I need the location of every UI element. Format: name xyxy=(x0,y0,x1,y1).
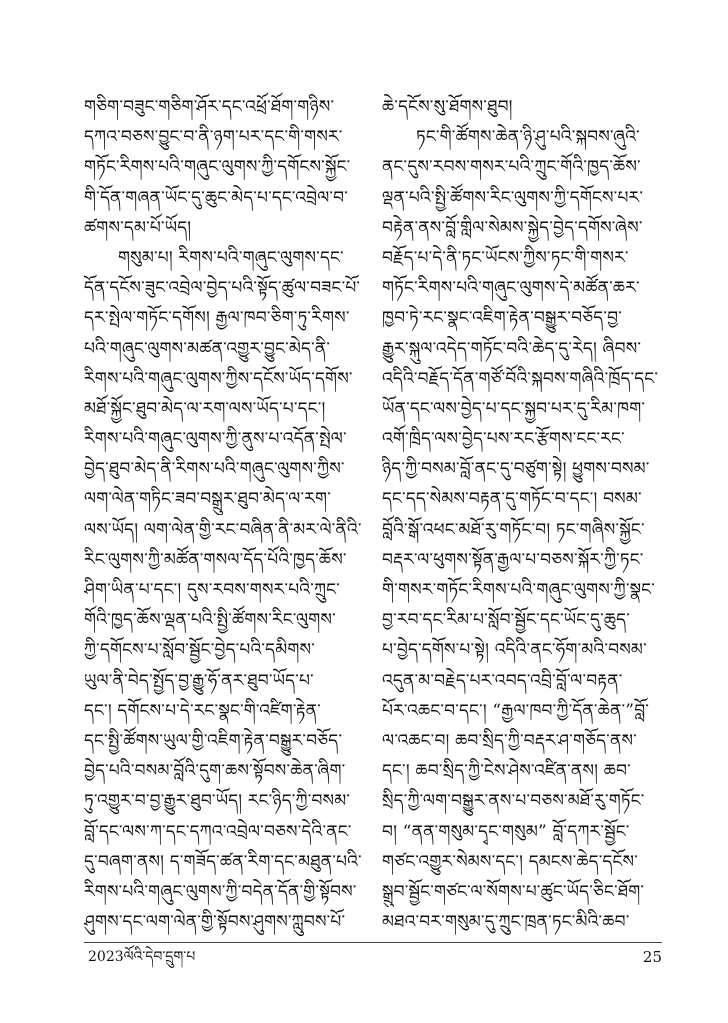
text-line: ལག་ལེན་གཏིང་ཟབ་བསྒྲུར་ཐུབ་མེད་ལ་རག་ xyxy=(84,489,331,510)
text-line: གི་གསར་གཏོང་རིགས་པའི་གཞུང་ལུགས་ཀྱི་སྣང་ xyxy=(382,580,656,600)
text-line: གཙང་འགྱུར་སེམས་དང་། དམངས་ཆེད་དངོས་ xyxy=(382,851,638,872)
footer-divider xyxy=(84,942,662,943)
right-column xyxy=(382,92,662,937)
text-line: དུ་བཞག་ནས། ད་གཟོད་ཚན་རིག་དང་མཐུན་པའི་ xyxy=(84,851,362,872)
text-line: བརྟེན་ནས་བློ་གླིལ་སེམས་སྐྱེད་བྱེད་དགོས་ཞེས་ xyxy=(382,217,643,238)
text-line: བྱེད་པའི་བསམ་བློའི་དུག་ཆས་སྟོབས་ཆེན་ཞིག་ xyxy=(84,761,346,782)
text-line: སྒྲུབ་སྦྱོང་གཙང་ལ་སོགས་པ་ཚུང་ཡོད་ཅིང་ཐོག་ xyxy=(382,881,645,902)
text-line: བྱེད་ཐུབ་མེད་ནི་རིགས་པའི་གཞུང་ལུགས་ཀྱིས་ xyxy=(84,459,345,480)
text-line: ཡུལ་ནི་བེད་སྤྱོད་བྱ་རྒྱུ་ཧོ་ནར་ཐུབ་ཡོད་པ་ xyxy=(84,670,314,691)
text-line: པ་བྱེད་དགོས་པ་སྟེ། འདིའི་ནང་ཧོག་མའི་བསམ་ xyxy=(382,640,647,661)
text-line: གོའི་ཁྱད་ཆོས་ལྡན་པའི་སྤྱི་ཚོགས་རིང་ལུགས་ xyxy=(84,610,336,631)
page-number: 25 xyxy=(642,948,662,966)
text-line: ཚགས་དམ་པོ་ཡོད། xyxy=(84,217,192,238)
text-line: ནང་དུས་རབས་གསར་པའི་ཀྲུང་གོའི་ཁྱད་ཆོས་ xyxy=(382,157,641,178)
text-line: གཏོང་རིགས་པའི་གཞུང་ལུགས་ཀྱི་དགོངས་སྐྱོང་ xyxy=(84,157,351,178)
paragraph-start-line: ཏང་གི་ཚོགས་ཆེན་ཉི་ཤུ་པའི་སྐབས་ཞུའི་ xyxy=(416,127,640,148)
text-line: གི་དོན་གཞན་ཡོང་དུ་ཆུང་མེད་པ་དང་འབྲེལ་བ་ xyxy=(84,187,349,208)
footer-issue-label: 2023ལོའི་དེབ་དྲུག་པ xyxy=(88,949,196,965)
text-line: པའི་གཞུང་ལུགས་མཚན་འགྱུར་བྱུང་མེད་ནི་ xyxy=(84,338,331,359)
text-line: རྒྱུར་སྐུལ་འདེད་གཏོང་བའི་ཆེད་དུ་རེད། ཞིབས་ xyxy=(382,338,642,359)
text-line: ཏུ་འགྱུར་བ་བྱ་རྒྱུར་ཐུབ་ཡོད། རང་ཉིད་ཀྱི་བསམ་ xyxy=(84,791,351,812)
text-line: སྲིད་ཀྱི་ལག་བསྒྱུར་ནས་པ་བཅས་མཐོ་རུ་གཏོང་ xyxy=(382,791,645,812)
text-line: གཏོང་རིགས་པའི་གཞུང་ལུགས་དེ་མཚོན་ཆར་ xyxy=(382,278,640,299)
text-line: པོར་འཆང་བ་དང་། “རྒྱལ་ཁབ་ཀྱི་དོན་ཆེན་”བློ་ xyxy=(382,700,650,721)
text-line: ལས་ཡོད། ལག་ལེན་གྱི་རང་བཞིན་ནི་མར་ལེ་ནིའི་ xyxy=(84,519,362,540)
text-line: བརྗོད་པ་དེ་ནི་ཏང་ཡོངས་ཀྱིས་ཏང་གི་གསར་ xyxy=(382,247,629,268)
left-column xyxy=(84,92,364,937)
text-line: ཀྱི་དགོངས་པ་སློབ་སྦྱོང་བྱེད་པའི་དམིགས་ xyxy=(84,640,315,661)
text-line: མཐའ་བར་གསུམ་དུ་ཀྲུང་ཁྲན་ཏང་མིའི་ཆབ་ xyxy=(382,912,630,933)
text-line: ཉིད་ཀྱི་བསམ་བློ་ནང་དུ་བཙུག་སྟེ། ཕྱུགས་བསམ་ xyxy=(382,459,650,480)
text-line: དར་སྤེལ་གཏོང་དགོས། རྒྱལ་ཁབ་ཅིག་ཏུ་རིགས་ xyxy=(84,308,350,329)
text-line: བ། “ནན་གསུམ་དྭང་གསུམ” བློ་དཀར་སྦྱོང་ xyxy=(382,821,630,842)
text-line: དང་དད་སེམས་བརྟན་དུ་གཏོང་བ་དང་། བསམ་ xyxy=(382,489,642,510)
text-line: དང་། ཆབ་སྲིད་ཀྱི་ངེས་ཤེས་འཛིན་ནས། ཆབ་ xyxy=(382,761,631,782)
text-line: རིང་ལུགས་ཀྱི་མཚོན་གསལ་དོད་པོའི་ཁྱད་ཆོས་ xyxy=(84,549,347,570)
text-line: འགོ་ཁྲིད་ལས་བྱེད་པས་རང་རྩོགས་ངང་རང་ xyxy=(382,429,625,450)
text-line: ཆེ་དངོས་སུ་ཐོགས་ཐུབ། xyxy=(382,97,513,117)
text-line: དོན་དངོས་ཟུང་འབྲེལ་བྱེད་པའི་སྟོད་ཚུལ་བཟང་པོ་ xyxy=(84,278,361,299)
text-line: བྱ་རབ་དང་རིམ་པ་སློབ་སྦྱོང་དང་ཡོང་དུ་ཆུད་ xyxy=(382,610,630,631)
text-line: རིགས་པའི་གཞུང་ལུགས་ཀྱི་ནུས་པ་འདོན་སྤེལ་ xyxy=(84,429,347,450)
text-line: རིགས་པའི་གཞུང་ལུགས་ཀྱིས་དངོས་ཡོད་དགོས་ xyxy=(84,368,353,389)
text-line: དང་སྤྱི་ཚོགས་ཡུལ་གྱི་འཇིག་རྟེན་བསྒྱུར་བཅོད་ xyxy=(84,730,343,751)
text-line: ཤིག་ཡིན་པ་དང་། དུས་རབས་གསར་པའི་ཀྲུང་ xyxy=(84,580,340,600)
text-line: བློའི་སྒོ་འཕང་མཐོ་རུ་གཏོང་བ། ཏང་གཞིས་སྐྱོང་ xyxy=(382,519,645,540)
text-line: ལྡན་པའི་སྤྱི་ཚོགས་རིང་ལུགས་ཀྱི་དགོངས་པར་ xyxy=(382,187,644,208)
section-heading-line: གསུམ་པ། རིགས་པའི་གཞུང་ལུགས་དང་ xyxy=(118,247,344,268)
text-line: ཁྱབ་ཏེ་རང་སྣང་འཇིག་རྟེན་བསྒྱུར་བཅོད་བྱ་ xyxy=(382,308,622,329)
text-line: བློ་དང་ལས་ཀ་དང་དཀའ་འབྲེལ་བཅས་དེའི་ནང་ xyxy=(84,821,352,842)
text-line: འདུན་མ་བརྗེད་པར་འབད་འབྲི་བློ་ལ་བརྟན་ xyxy=(382,670,623,691)
text-line: རིགས་པའི་གཞུང་ལུགས་ཀྱི་བདེན་དོན་གྱི་སྟོབས་ xyxy=(84,881,357,902)
text-line: དཀའ་བཅས་བྱུང་བ་ནི་ཉག་པར་དང་གི་གསར་ xyxy=(84,127,343,148)
text-line: གཅིག་བཟུང་གཅིག་ཤོར་དང་འཕྲོ་ཐོག་གཉིས་ xyxy=(84,97,335,117)
text-line: ཡོན་དང་ལས་བྱེད་པ་དང་སྐྱབ་པར་དུ་རིམ་ཁག་ xyxy=(382,398,646,419)
text-line: དང་། དགོངས་པ་དེ་རང་སྣང་གི་འཛིག་རྟེན་ xyxy=(84,700,321,721)
text-line: བརྡར་ལ་ཕུགས་སྟོན་རྒྱལ་པ་བཅས་སྐོར་ཀྱི་ཏང་ xyxy=(382,549,644,570)
text-line: མཐོ་སྐྱོང་ཐུབ་མེད་ལ་རག་ལས་ཡོད་པ་དང་། xyxy=(84,398,326,419)
text-line: ལ་འཆང་བ། ཆབ་སྲིད་ཀྱི་བརྡར་ཤ་གཅོད་ནས་ xyxy=(382,730,637,751)
text-line: འདིའི་བརྗོད་དོན་གཙོ་བོའི་སྐབས་གཞིའི་ཁྲོད་དང་ xyxy=(382,368,659,389)
text-line: ཤུགས་དང་ལག་ལེན་གྱི་སྟོབས་ཤུགས་ཀླུབས་པོ་ xyxy=(84,912,346,933)
